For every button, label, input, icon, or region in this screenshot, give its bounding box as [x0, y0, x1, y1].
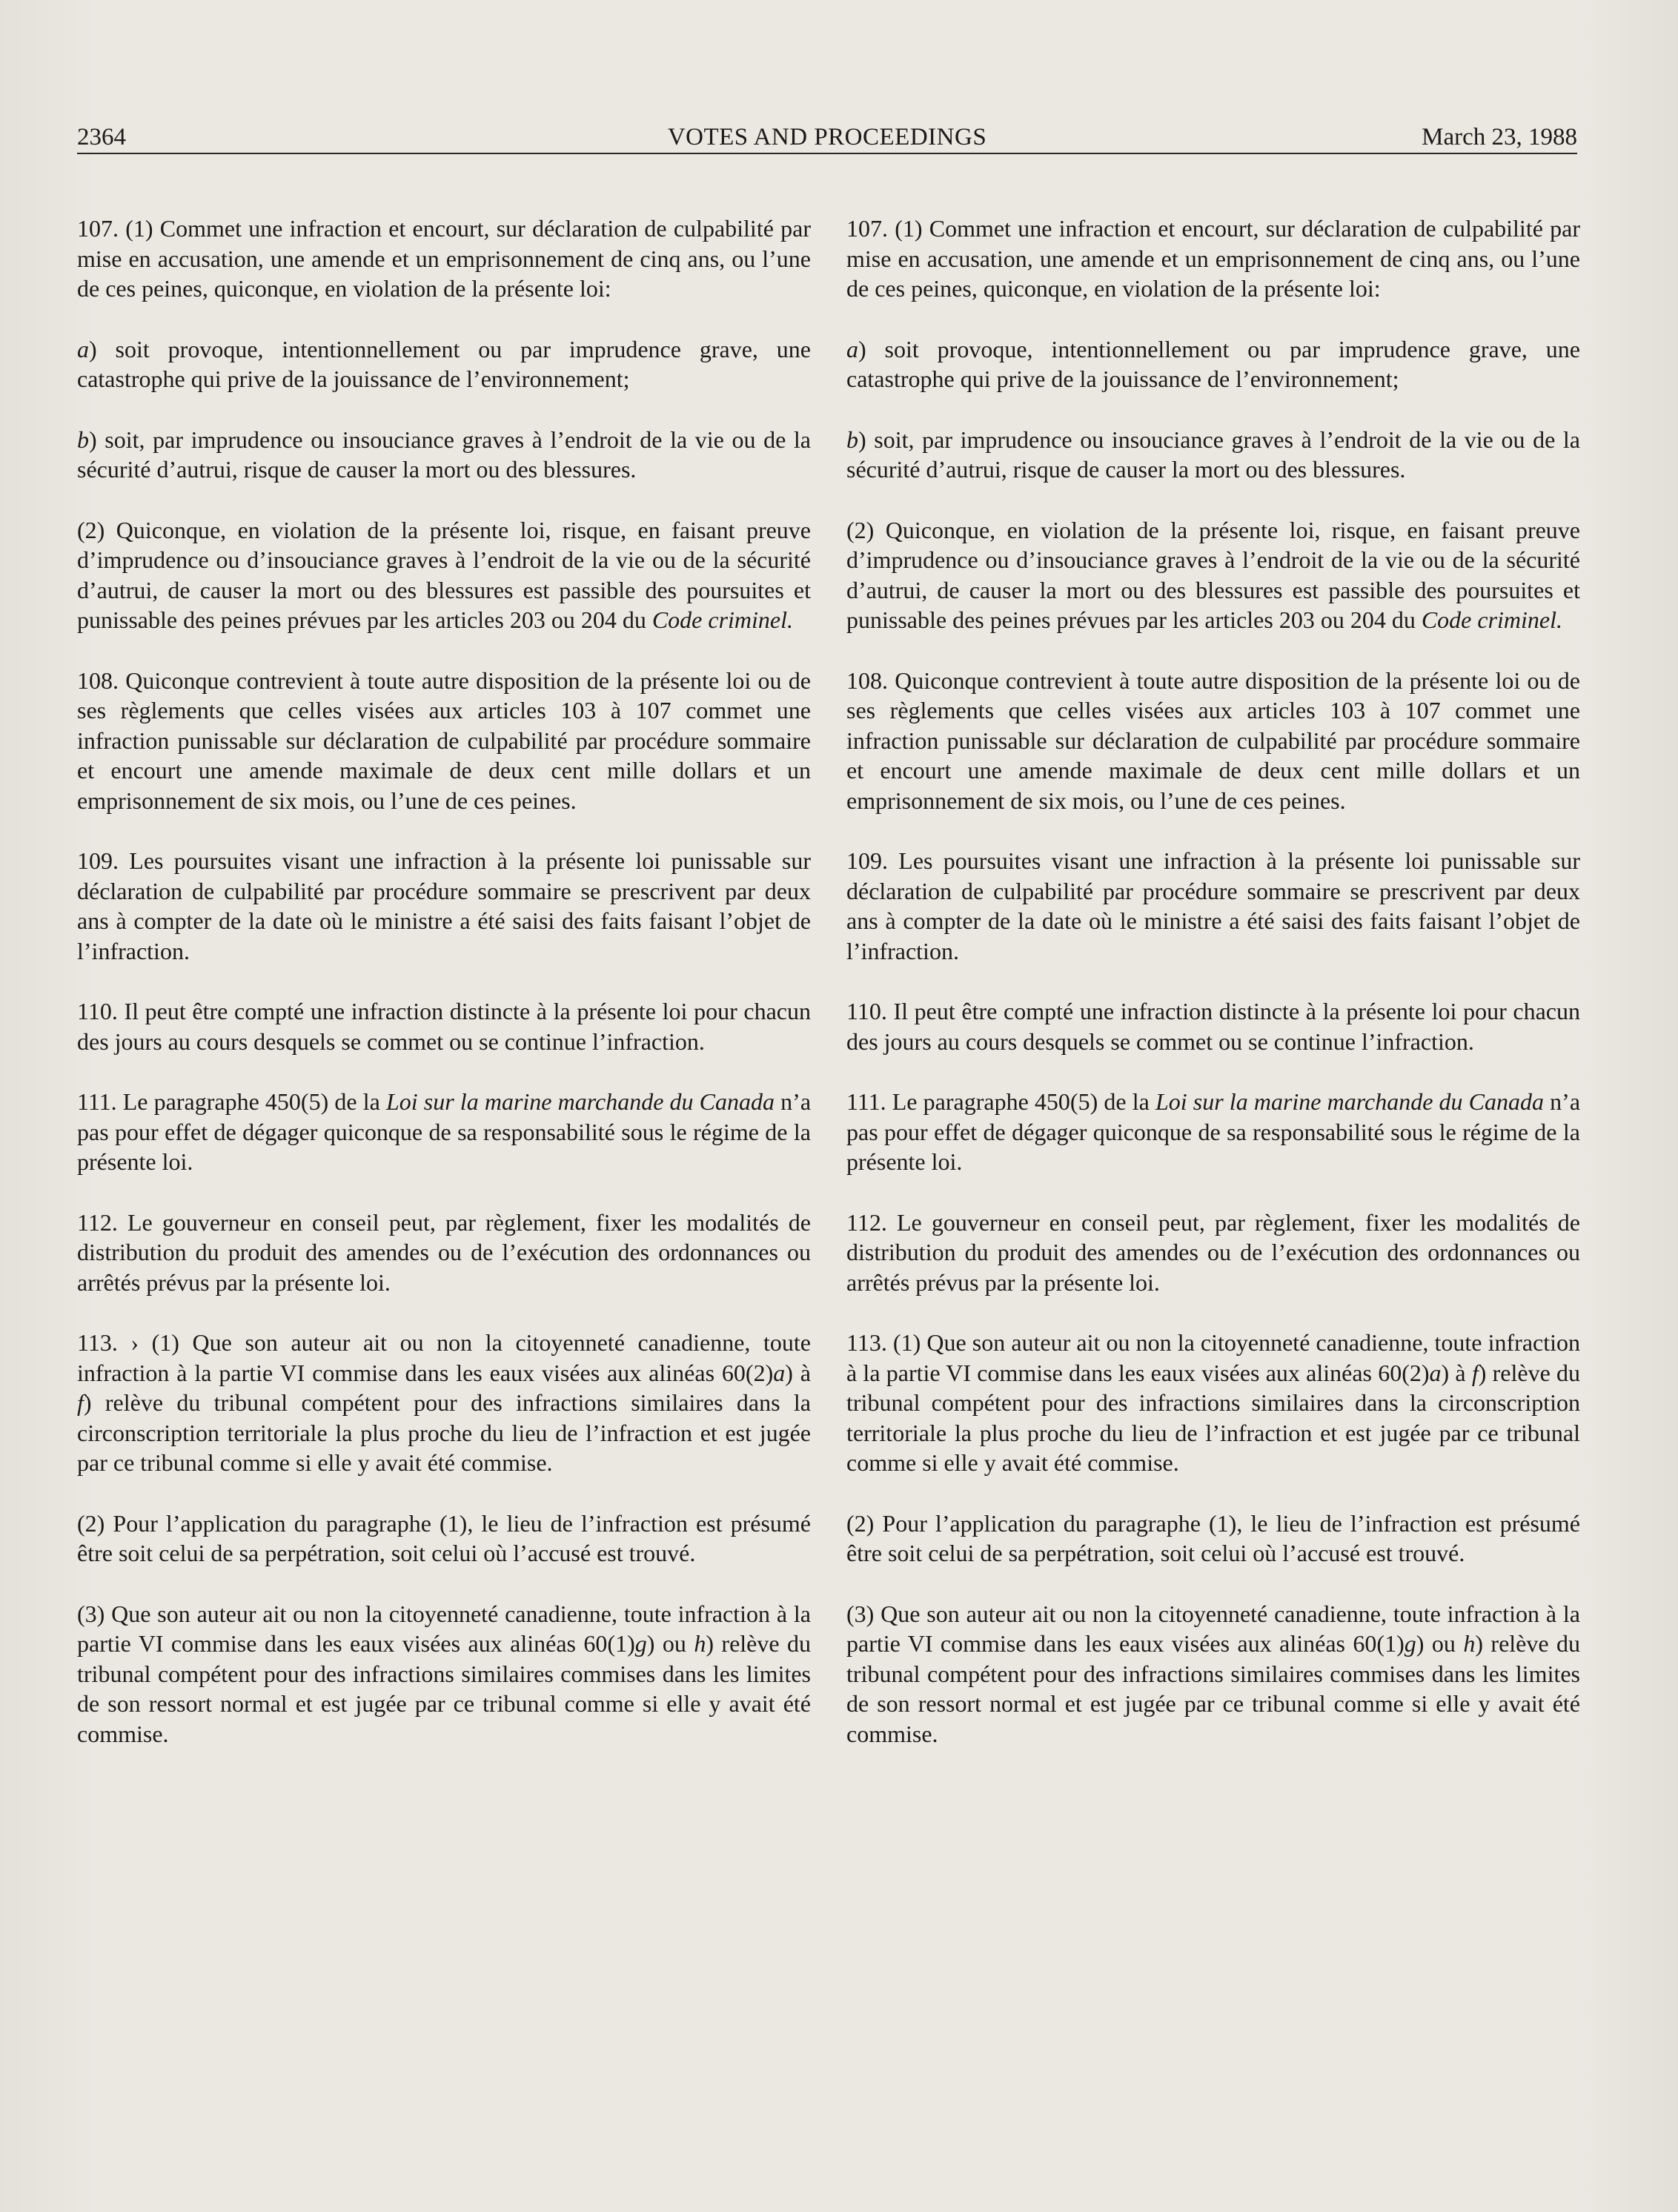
- paragraph: 111. Le paragraphe 450(5) de la Loi sur la marine marchande du Canada n’a pas pour effet de dégager quiconque de sa responsabilité sous le régime de la présente loi.: [77, 1088, 812, 1175]
- running-title: VOTES AND PROCEEDINGS: [667, 124, 987, 150]
- paragraph: (2) Pour l’application du paragraphe (1), le lieu de l’infraction est présumé être soit celui de sa perpétration, soit celui où l’accusé est trouvé.: [77, 1509, 811, 1566]
- paragraph: b) soit, par imprudence ou insouciance graves à l’endroit de la vie ou de la sécurité d’autrui, risque de causer la mort ou des blessures.: [77, 425, 811, 483]
- paragraph: 110. Il peut être compté une infraction distincte à la présente loi pour chacun des jours au cours desquels se commet ou se continue l’infraction.: [846, 998, 1580, 1055]
- header-rule: [77, 153, 1577, 154]
- paragraph: 110. Il peut être compté une infraction distincte à la présente loi pour chacun des jours au cours desquels se commet ou se continue l’infraction.: [77, 998, 811, 1055]
- page-header: [77, 119, 1577, 156]
- paragraph: 109. Les poursuites visant une infraction à la présente loi punissable sur déclaration de culpabilité par procédure sommaire se prescrivent par deux ans à compter de la date où le ministre a été saisi des faits faisant l’objet de l’infraction.: [77, 847, 811, 964]
- paragraph: 108. Quiconque contrevient à toute autre disposition de la présente loi ou de ses règlements que celles visées aux articles 103 à 107 commet une infraction punissable sur déclaration de culpabilité par procédure sommaire et encourt une amende maximale de deux cent mille dollars et un emprisonnement de six mois, ou l’une de ces peines.: [77, 666, 811, 814]
- paragraph: a) soit provoque, intentionnellement ou par imprudence grave, une catastrophe qui prive de la jouissance de l’environnement;: [77, 335, 811, 392]
- paragraph: (3) Que son auteur ait ou non la citoyenneté canadienne, toute infraction à la partie VI commise dans les eaux visées aux alinéas 60(1)g) ou h) relève du tribunal compétent pour des infractions similaires commises dans les limites de son ressort normal et est jugée par ce tribunal comme si elle y avait été commise.: [846, 1600, 1581, 1747]
- left-column: [77, 213, 811, 1749]
- paragraph: 107. (1) Commet une infraction et encourt, sur déclaration de culpabilité par mise en accusation, une amende et un emprisonnement de cinq ans, ou l’une de ces peines, quiconque, en violation de la présente loi:: [846, 215, 1580, 302]
- paragraph: 113. › (1) Que son auteur ait ou non la citoyenneté canadienne, toute infraction à la partie VI commise dans les eaux visées aux alinéas 60(2)a) à f) relève du tribunal compétent pour des infractions similaires dans la circonscription territoriale la plus proche du lieu de l’infraction et est jugée par ce tribunal comme si elle y avait été commise.: [77, 1329, 812, 1476]
- paragraph: (2) Quiconque, en violation de la présente loi, risque, en faisant preuve d’imprudence ou d’insouciance graves à l’endroit de la vie ou de la sécurité d’autrui, de causer la mort ou des blessures est passible des poursuites et punissable des peines prévues par les articles 203 ou 204 du Code criminel.: [77, 516, 811, 633]
- paragraph: (2) Pour l’application du paragraphe (1), le lieu de l’infraction est présumé être soit celui de sa perpétration, soit celui où l’accusé est trouvé.: [846, 1509, 1580, 1566]
- header-date: March 23, 1988: [1422, 124, 1577, 150]
- paragraph: 112. Le gouverneur en conseil peut, par règlement, fixer les modalités de distribution du produit des amendes ou de l’exécution des ordonnances ou arrêtés prévus par la présente loi.: [846, 1208, 1580, 1296]
- right-column: [846, 213, 1580, 1749]
- paragraph: 108. Quiconque contrevient à toute autre disposition de la présente loi ou de ses règlements que celles visées aux articles 103 à 107 commet une infraction punissable sur déclaration de culpabilité par procédure sommaire et encourt une amende maximale de deux cent mille dollars et un emprisonnement de six mois, ou l’une de ces peines.: [846, 666, 1580, 814]
- paragraph: 111. Le paragraphe 450(5) de la Loi sur la marine marchande du Canada n’a pas pour effet de dégager quiconque de sa responsabilité sous le régime de la présente loi.: [846, 1088, 1581, 1175]
- paragraph: b) soit, par imprudence ou insouciance graves à l’endroit de la vie ou de la sécurité d’autrui, risque de causer la mort ou des blessures.: [846, 425, 1580, 483]
- paragraph: (2) Quiconque, en violation de la présente loi, risque, en faisant preuve d’imprudence ou d’insouciance graves à l’endroit de la vie ou de la sécurité d’autrui, de causer la mort ou des blessures est passible des poursuites et punissable des peines prévues par les articles 203 ou 204 du Code criminel.: [846, 516, 1580, 633]
- page-number: 2364: [77, 124, 126, 150]
- paragraph: a) soit provoque, intentionnellement ou par imprudence grave, une catastrophe qui prive de la jouissance de l’environnement;: [846, 335, 1580, 392]
- paragraph: (3) Que son auteur ait ou non la citoyenneté canadienne, toute infraction à la partie VI commise dans les eaux visées aux alinéas 60(1)g) ou h) relève du tribunal compétent pour des infractions similaires commises dans les limites de son ressort normal et est jugée par ce tribunal comme si elle y avait été commise.: [77, 1600, 812, 1747]
- paragraph: 107. (1) Commet une infraction et encourt, sur déclaration de culpabilité par mise en accusation, une amende et un emprisonnement de cinq ans, ou l’une de ces peines, quiconque, en violation de la présente loi:: [77, 215, 811, 302]
- paragraph: 113. (1) Que son auteur ait ou non la citoyenneté canadienne, toute infraction à la partie VI commise dans les eaux visées aux alinéas 60(2)a) à f) relève du tribunal compétent pour des infractions similaires dans la circonscription territoriale la plus proche du lieu de l’infraction et est jugée par ce tribunal comme si elle y avait été commise.: [846, 1329, 1581, 1476]
- paragraph: 112. Le gouverneur en conseil peut, par règlement, fixer les modalités de distribution du produit des amendes ou de l’exécution des ordonnances ou arrêtés prévus par la présente loi.: [77, 1208, 811, 1296]
- paragraph: 109. Les poursuites visant une infraction à la présente loi punissable sur déclaration de culpabilité par procédure sommaire se prescrivent par deux ans à compter de la date où le ministre a été saisi des faits faisant l’objet de l’infraction.: [846, 847, 1580, 964]
